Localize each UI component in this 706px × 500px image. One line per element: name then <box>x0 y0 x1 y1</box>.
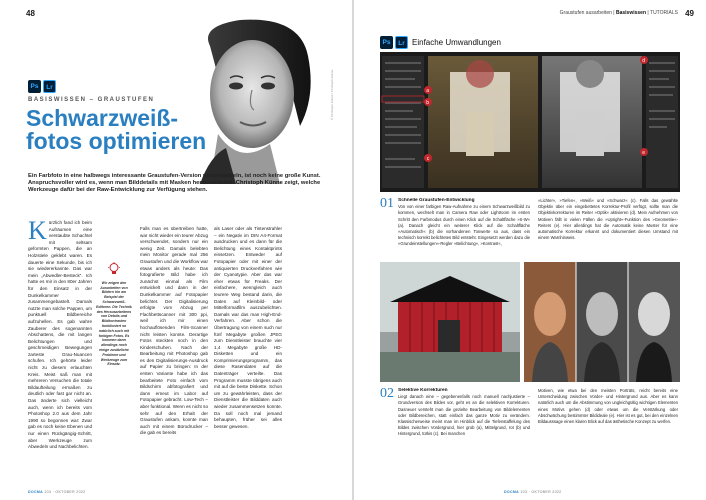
panel-left <box>382 56 424 188</box>
step-number-02: 02 <box>380 386 394 401</box>
photo-credit: © Christoph Künne / Christoph Künne <box>330 69 334 120</box>
article-title <box>26 107 226 153</box>
lightroom-badge: Lr <box>43 80 56 93</box>
body-column-2: Falls man es übertreiben hatte, war nicht wieder ein teurer Abzug verschwendet, sondern nur ein wenig Zeit. Damals belebten mein Monitor gerade mal 256 Graustufen und die Workflow war etwas anders als heute: Das fotografierte Bild habe ich zunächst einmal als Film entwickelt und dann in der Dunkelkammer auf Fotopapier belichtet. Der Digitalisierung erfolgte vom Abzug per Flachbettscanner mit 300 ppi, weil ich mir einen hochauflösenden Film-Scanner nicht leisten konnte. Derartige Fotos steckten noch in den Kinderschuhen. Nach der Bearbeitung mit Photoshop gab es den Digitalisierungs-Ausdruck auf Papier zu bringen: In der ersten Variante habe ich das bearbeitete Foto einfach vom Bildschirm abfotografiert und dann erneut im Labor auf Fotopapier gebracht. Low-Tech – aber funktional. Wenn es nicht so sehr auf den Erhalt der Graustufen ankam, konnte man auch mit einem Bürodrucker – die gab es bereits <box>140 226 208 436</box>
step-1-text: Von von einer farbigen Raw-Aufnahme zu einem Schwarzweißbild zu kommen, wechselt man in Camera Raw oder Lightroom im ersten Schritt den Farbmodus durch einen Klick auf die Schaltfläche »S-W« (a). Danach gleicht ein weiterer Klick auf die Schaltfläche »Automatisch« (b) die vorhandenen Tonwerte so aus, dass ein technisch korrekt belichtetes Bild entsteht. Eingesetzt werden dazu die »Grundeinstellungen«-Regler »Belichtung«, »Kontrast«, <box>398 204 530 247</box>
page-number: 48 <box>26 9 35 18</box>
drop-cap: K <box>28 220 47 245</box>
running-head-category: | TUTORIALS <box>646 10 678 16</box>
footer-issue: 103 · OKTOBER 2022 <box>519 490 562 494</box>
lightroom-screenshot <box>380 52 680 192</box>
section-title-text: Einfache Umwandlungen <box>412 38 501 47</box>
body-column-1 <box>28 220 92 480</box>
app-badges <box>28 80 58 93</box>
photoshop-badge: Ps <box>380 36 393 49</box>
title-line-1: Schwarzweiß- <box>26 105 179 131</box>
step-2-text: Liegt danach eine – gegebenenfalls noch manuell nachjustierte – Grundversion des Bildes vor, geht es an die selektiven Korrekturen. Dasneuer versteht man die gezielte Bearbeitung von Bildelementen oder Bildbereichen, statt einfach das ganze Motiv zu verändern. Klassischerweise meint man im Hinblick auf die Tiefenstaffelung des Bildes zwischen Vordergrund, hier grob (a), Mittelgrund, rot (b) und Hintergrund, türkis (c). Bei manchen <box>398 394 530 437</box>
page-number: 49 <box>685 9 694 18</box>
photoshop-badge: Ps <box>28 80 41 93</box>
step-1-column-2: »Lichter«, »Tiefen«, »Weiß« und »Schwarz« (c). Falls das gewählte Objektiv über ein eingebettetes Korrektur-Profil verfügt, sollte man die Objektivkorrekturen im Reiter »Optik« aktivieren (d). Mein Aufnehmen von Motiven fällt in vielen Fällen die »Upright«-Funktion des »Geometrie«-Reiters (e). Hier allerdings hat die Automatik keine Muster für eine automatische Korrektur erkannt und dokumentiert diesen Umstand mit einem Warnhinweis. <box>538 198 678 241</box>
right-page <box>354 0 706 500</box>
portraits-comparison <box>524 262 680 382</box>
running-head <box>560 10 678 16</box>
body-column-3: als Laser oder als Tintenstrahler – ein Negativ im DIN A4-Format ausdrucken und es dann für die Belichtung eines Kontaktprints einsetzen. Entweder auf Fotopapier oder mit einer der antiquierten Druckverfahren wie der Cyanotypie. Aber das war eher etwas für Freaks. Der einfachere, wenngleich auch teurere Weg bestand darin, die Daten auf Kleinbild- oder Mittelformatfilm auszubelichten. Damals war das man High-End-Verfahren. Aber schon die Übertragung von einem such nur fünf Megabyte großen JPEG zum Dienstleister brauchte vier 1,4 Megabyte große HD-Disketten und ein Komprimierungsprogramm, das diese Rasendaten auf die Datenträger verteilte. Das Programm musste übrigens auch mit auf die beste Diskette. Schon um zu gewährleisten, dass der Dienstleister die Bilddaten auch wieder zusammensetzen konnte. Da soll noch mal jemand behaupten, früher sei alles besser gewesen. <box>214 226 282 429</box>
svg-text:e: e <box>642 149 646 156</box>
footer <box>504 490 561 494</box>
barn-image <box>380 262 520 382</box>
footer <box>28 490 85 494</box>
step-1-column-1 <box>398 198 530 256</box>
sidenote <box>96 262 132 430</box>
body-text: ürzlich fand ich beim Aufräumen eine verstaubte Schachtel mit seltsam geformten Pappen, die an Holzstiele geklebt waren. Es dauerte eine Sekunde, bis ich sie wiedererkannte. Das war mein „Abwedler-Besteck“. Ich hatte es mir in den 80er Jahren für den Einsatz in der Dunkelkammer zusammengebastelt. Damals nutzte man solche Pappen, um punktuell Bildbereiche aufzuhellen. Es gab wahre Zauberer des sogenannten Abschattens, die mit langen Belichtungen und geschmeidigen Bewegungen zarteste Grau-Nuancen schufen. Ich gehörte leider nicht zu diesem erlauchten Kreis. Meist saß man mit mehreren Versuchen die totale Bildaufteilung ermaßen zu deutlich oder fast gar nicht an. Das änderte sich vielleicht auch, wenn ich bereits vom Photoshop 2.0 aus dem Jahr 1990 so begonnen war: Zwar gab es noch keine Ebenen und nur einen Rückgängig-Schritt, aber Werkzeuge zum Abwedeln und Nachbelichten. <box>28 220 92 450</box>
step-2-column-2: Motiven, wie etwa bei den meisten Porträts, reicht bereits eine Unterscheidung zwischen Vorder- und Hintergrund aus. Aber es kann natürlich auch um die Abstimmung von ungleichgültig wichtigen Elementen eines Motivs gehen (d) oder etwas um die Verstärkung oder Abschwächung bestimmter Bildideale (e). Hier ist es gut, bei den einzelnen Bildausssage einen klaren Blick auf das ästhetische Konzept zu werfen. <box>538 388 678 425</box>
footer-brand: DOCMA <box>504 490 520 494</box>
lead-text-rest: zeigt, welche Werkzeuge dafür bei der Raw-Entwicklung zur Verfügung stehen. <box>28 180 321 194</box>
title-line-2: fotos optimieren <box>26 128 207 154</box>
panel-right <box>646 56 678 188</box>
lead-author: Christoph Künne <box>235 180 283 187</box>
sidenote-text: Wir zeigen den Ausarbeiten von Bildern hin am Beispiel der Schwarzweiß-Editoren. Die Technik des Herausarbeitens von Details und Bildkontrasten funktioniert so natürlich auch mit farbigen Fotos. Es kommen dann allerdings noch einige zusätzliche Probleme und Werkzeuge zum Einsatz. <box>96 280 132 367</box>
step-number-01: 01 <box>380 196 394 211</box>
footer-brand: DOCMA <box>28 490 44 494</box>
section-title <box>380 36 501 49</box>
barn-photo <box>380 262 520 382</box>
lightbulb-icon <box>107 262 121 276</box>
step-2-title: Selektive Korrekturen <box>398 388 448 393</box>
step-2-column-1 <box>398 388 530 482</box>
lightroom-badge: Lr <box>395 36 408 49</box>
raw-editor-screenshot <box>380 52 680 192</box>
footer-issue: 103 · OKTOBER 2022 <box>43 490 86 494</box>
lead-text: Ein Farbfoto in eine halbwegs interessante Graustufen-Version umzuwandeln, ist noch keine große Kunst. Anspruchsvoller wird es, wenn man Bilddetails mit Masken herausarbeitet. <box>28 173 321 187</box>
running-head-section: Basiswissen <box>616 10 647 16</box>
step-1-title: Schnelle Graustufen-Entwicklung <box>398 198 475 203</box>
left-page <box>0 0 352 500</box>
lead-paragraph <box>28 173 328 195</box>
running-head-text: Graustufen ausarbeiten | <box>559 10 616 16</box>
svg-text:d: d <box>642 57 646 64</box>
svg-text:c: c <box>426 155 430 162</box>
svg-text:a: a <box>426 87 430 94</box>
kicker: BASISWISSEN – GRAUSTUFEN <box>28 97 155 103</box>
svg-text:b: b <box>426 99 430 106</box>
portrait-comparison-image <box>524 262 680 382</box>
